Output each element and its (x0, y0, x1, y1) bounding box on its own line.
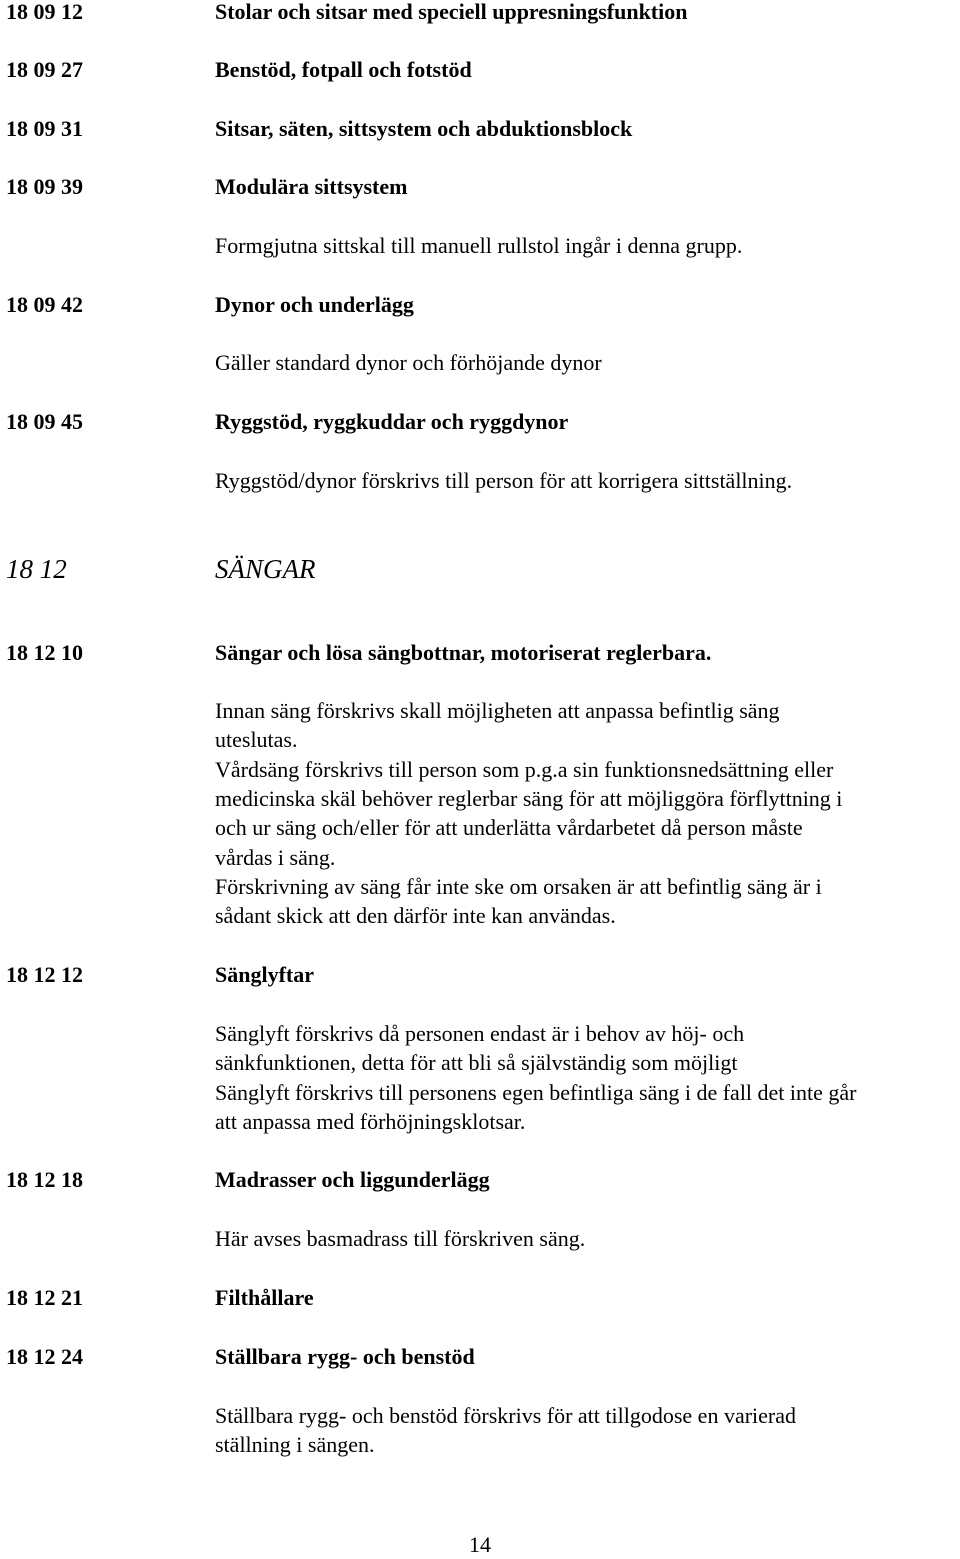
entry-note: Formgjutna sittskal till manuell rullstol ingår i denna grupp. (215, 233, 743, 258)
entry-code: 18 09 42 (6, 292, 83, 317)
entry-note-line: sänkfunktionen, detta för att bli så självständig som möjligt (215, 1050, 738, 1075)
entry-note-line: att anpassa med förhöjningsklotsar. (215, 1109, 526, 1134)
entry-title: Benstöd, fotpall och fotstöd (215, 57, 472, 82)
entry-code: 18 09 12 (6, 0, 83, 24)
entry-note-line: medicinska skäl behöver reglerbar säng för att möjliggöra förflyttning i (215, 786, 843, 811)
entry-code: 18 12 21 (6, 1285, 83, 1310)
entry-code: 18 12 18 (6, 1167, 83, 1192)
entry-title: Ryggstöd, ryggkuddar och ryggdynor (215, 409, 569, 434)
entry-note-line: Vårdsäng förskrivs till person som p.g.a sin funktionsnedsättning eller (215, 757, 834, 782)
entry-code: 18 09 45 (6, 409, 83, 434)
entry-code: 18 12 12 (6, 962, 83, 987)
entry-note-line: Förskrivning av säng får inte ske om orsaken är att befintlig säng är i (215, 874, 822, 899)
entry-note-line: Ställbara rygg- och benstöd förskrivs för att tillgodose en varierad (215, 1403, 797, 1428)
entry-note-line: Innan säng förskrivs skall möjligheten att anpassa befintlig säng (215, 698, 780, 723)
entry-title: Filthållare (215, 1285, 314, 1310)
entry-title: Sänglyftar (215, 962, 314, 987)
entry-note-line: sådant skick att den därför inte kan användas. (215, 903, 616, 928)
page-number: 14 (469, 1532, 491, 1557)
section-code: 18 12 (6, 554, 67, 584)
entry-note-line: och ur säng och/eller för att underlätta vårdarbetet då person måste (215, 815, 803, 840)
entry-title: Sitsar, säten, sittsystem och abduktionsblock (215, 116, 633, 141)
section-title: SÄNGAR (215, 554, 316, 584)
entry-note-line: vårdas i säng. (215, 845, 336, 870)
entry-title: Modulära sittsystem (215, 174, 408, 199)
entry-note-line: uteslutas. (215, 727, 298, 752)
entry-code: 18 12 10 (6, 640, 83, 665)
entry-code: 18 09 31 (6, 116, 83, 141)
entry-title: Stolar och sitsar med speciell uppresningsfunktion (215, 0, 688, 24)
entry-title: Ställbara rygg- och benstöd (215, 1344, 475, 1369)
entry-note: Här avses basmadrass till förskriven säng. (215, 1226, 586, 1251)
entry-note: Ryggstöd/dynor förskrivs till person för att korrigera sittställning. (215, 468, 793, 493)
entry-note-line: ställning i sängen. (215, 1432, 375, 1457)
entry-title: Sängar och lösa sängbottnar, motoriserat reglerbara. (215, 640, 712, 665)
entry-title: Dynor och underlägg (215, 292, 414, 317)
entry-code: 18 12 24 (6, 1344, 83, 1369)
entry-note: Gäller standard dynor och förhöjande dynor (215, 350, 602, 375)
entry-code: 18 09 27 (6, 57, 83, 82)
entry-title: Madrasser och liggunderlägg (215, 1167, 490, 1192)
entry-code: 18 09 39 (6, 174, 83, 199)
entry-note-line: Sänglyft förskrivs då personen endast är i behov av höj- och (215, 1021, 745, 1046)
entry-note-line: Sänglyft förskrivs till personens egen befintliga säng i de fall det inte går (215, 1080, 857, 1105)
